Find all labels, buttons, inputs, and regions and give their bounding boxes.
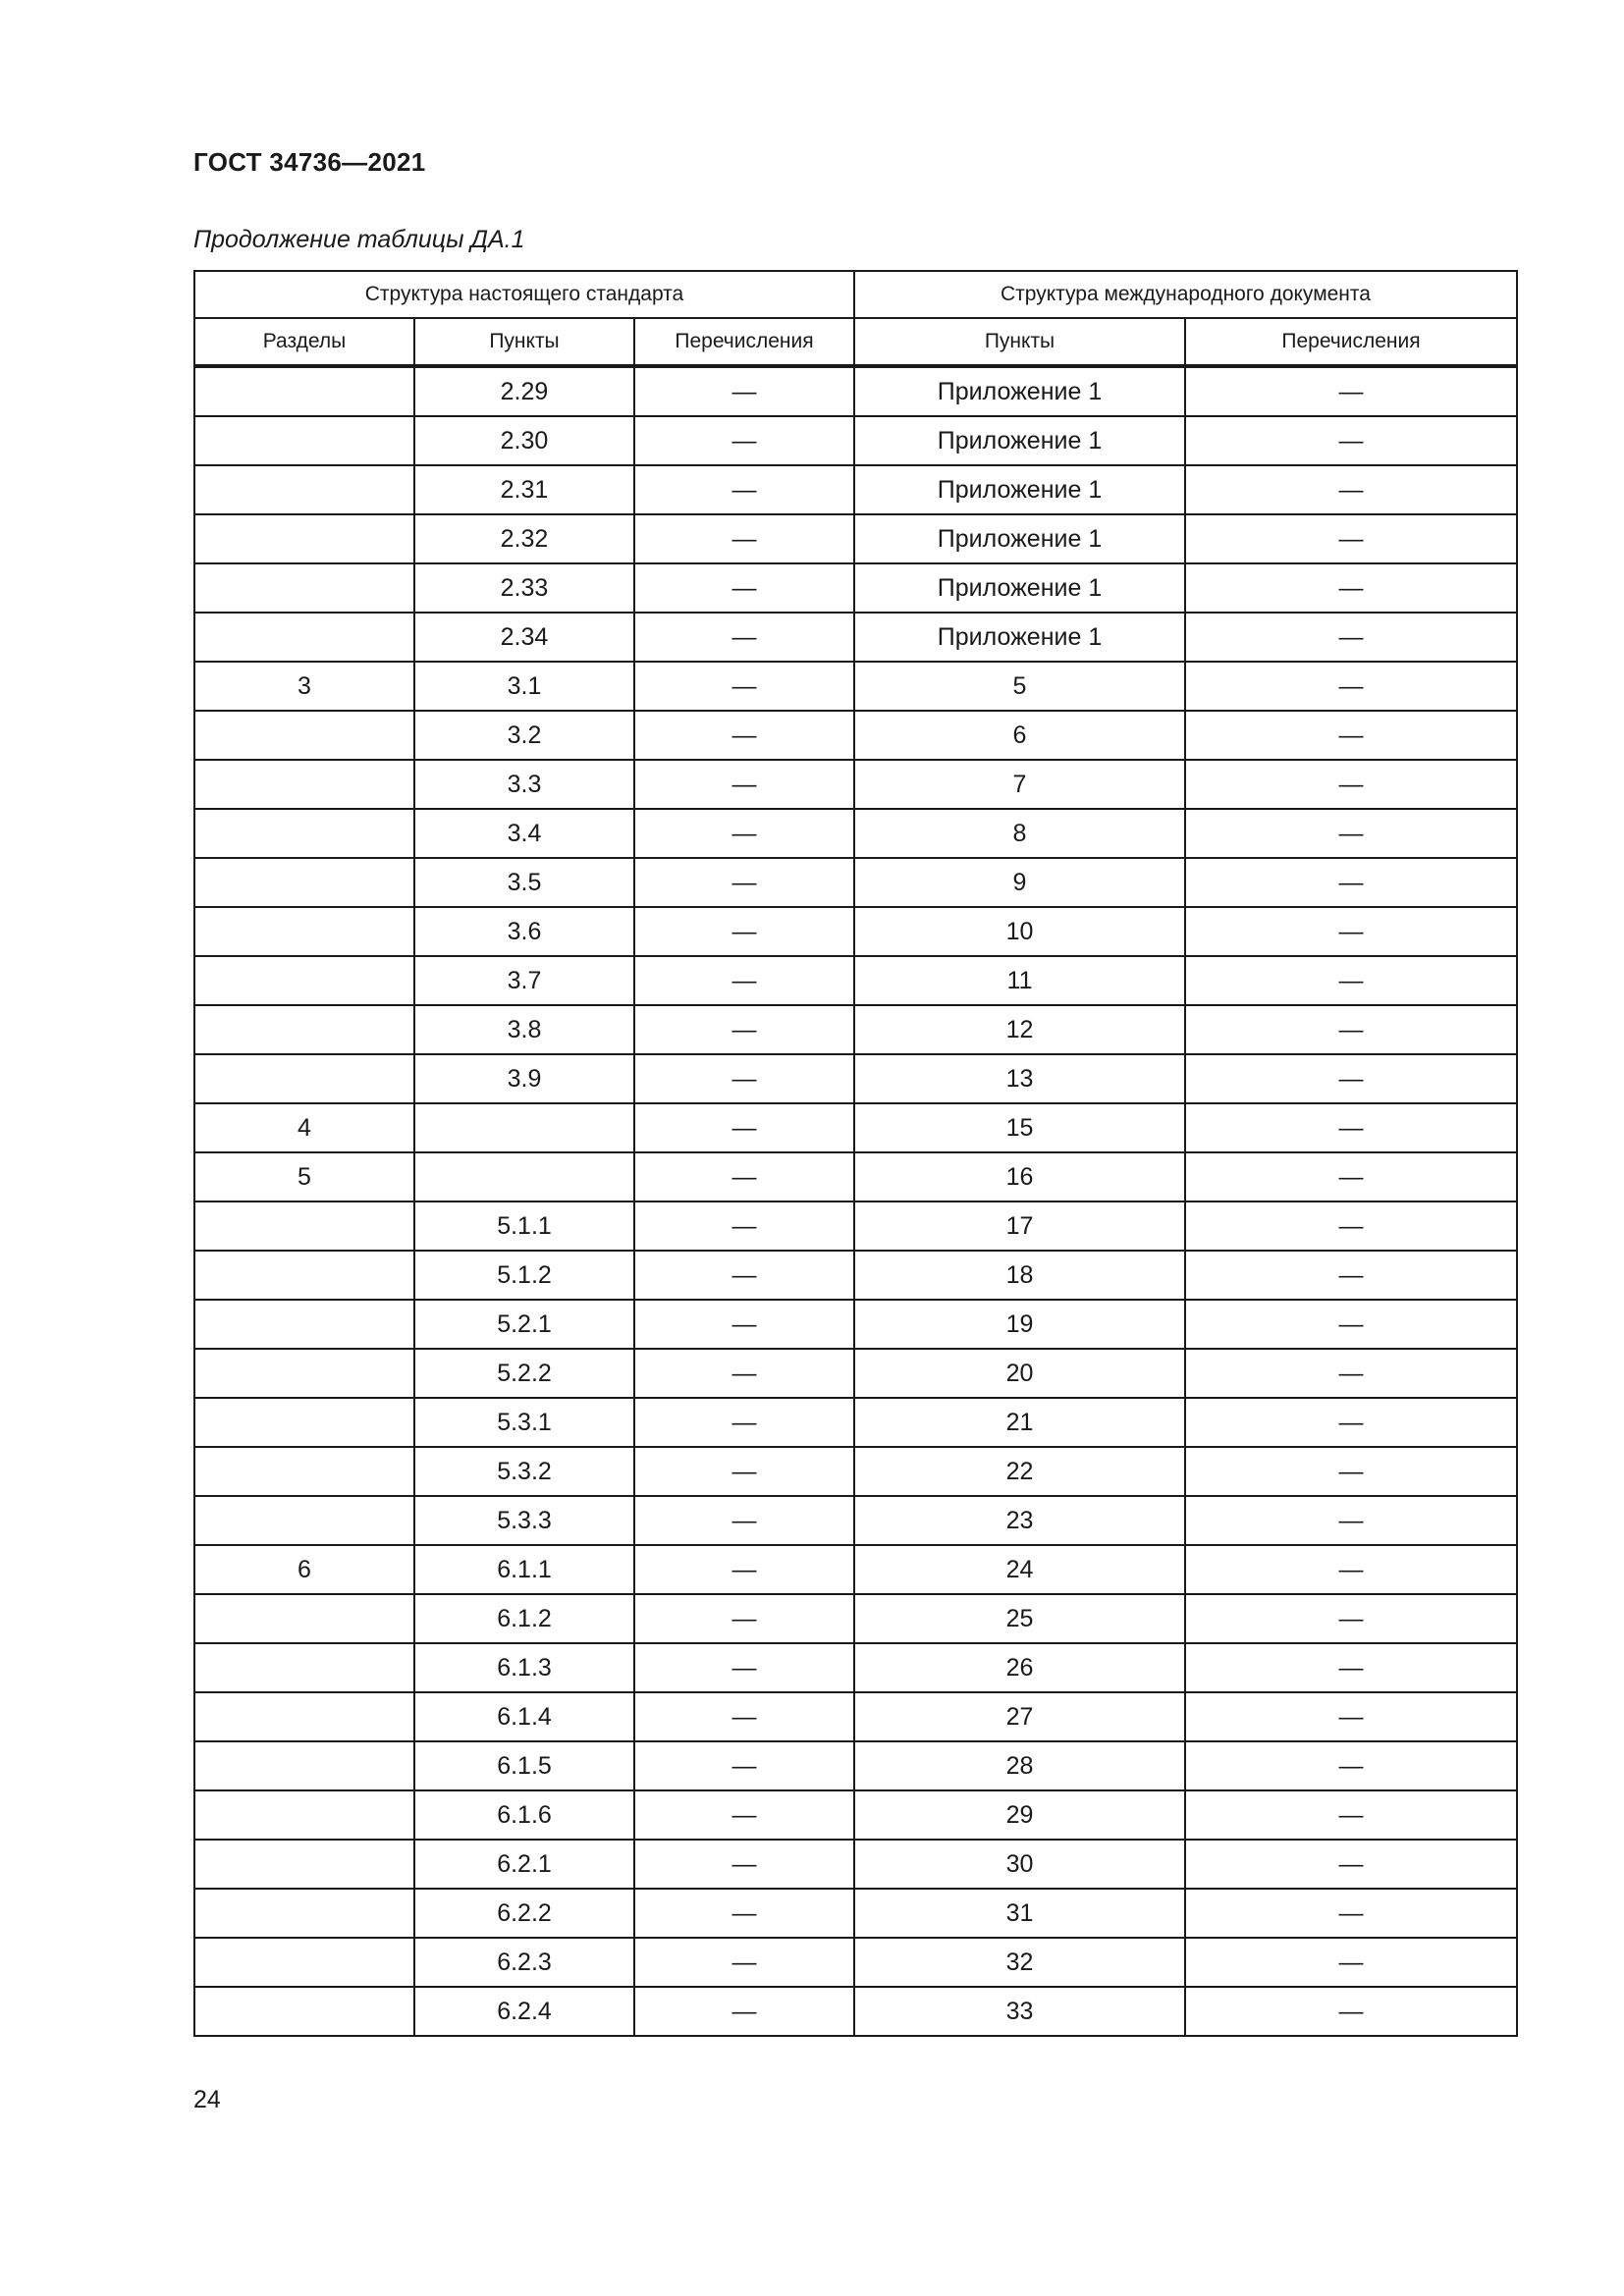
cell-intl-enumeration: — [1185, 1349, 1517, 1398]
sub-header-intl-clauses: Пункты [854, 318, 1185, 366]
cell-clause: 6.1.1 [414, 1545, 634, 1594]
cell-clause: 3.6 [414, 907, 634, 956]
cell-section [194, 1987, 414, 2036]
cell-enumeration: — [634, 1741, 854, 1790]
cell-enumeration: — [634, 1103, 854, 1152]
cell-intl-enumeration: — [1185, 1840, 1517, 1889]
table-row [194, 1594, 1517, 1643]
cell-intl-clause: 29 [854, 1790, 1185, 1840]
table-row [194, 1790, 1517, 1840]
cell-intl-enumeration: — [1185, 1643, 1517, 1692]
cell-section [194, 809, 414, 858]
cell-intl-enumeration: — [1185, 1692, 1517, 1741]
cell-clause: 3.4 [414, 809, 634, 858]
table-row [194, 514, 1517, 563]
cell-enumeration: — [634, 1447, 854, 1496]
cell-enumeration: — [634, 1005, 854, 1054]
sub-header-enumerations: Перечисления [634, 318, 854, 366]
cell-section [194, 1398, 414, 1447]
cell-clause: 2.32 [414, 514, 634, 563]
cell-clause: 6.2.2 [414, 1889, 634, 1938]
cell-enumeration: — [634, 514, 854, 563]
cell-intl-clause: 8 [854, 809, 1185, 858]
table-row [194, 1349, 1517, 1398]
cell-intl-clause: 22 [854, 1447, 1185, 1496]
document-code: ГОСТ 34736—2021 [193, 147, 426, 177]
cell-clause: 3.8 [414, 1005, 634, 1054]
cell-clause: 3.3 [414, 760, 634, 809]
cell-section [194, 1840, 414, 1889]
cell-intl-clause: 6 [854, 711, 1185, 760]
cell-intl-clause: 7 [854, 760, 1185, 809]
cell-intl-clause: Приложение 1 [854, 366, 1185, 416]
cell-clause: 6.1.6 [414, 1790, 634, 1840]
cell-intl-clause: 25 [854, 1594, 1185, 1643]
cell-intl-enumeration: — [1185, 1938, 1517, 1987]
cell-intl-enumeration: — [1185, 1152, 1517, 1201]
table-row [194, 1300, 1517, 1349]
table-body [194, 366, 1517, 2036]
cell-intl-clause: 21 [854, 1398, 1185, 1447]
cell-section [194, 1054, 414, 1103]
cell-section [194, 1300, 414, 1349]
cell-clause: 6.2.4 [414, 1987, 634, 2036]
cell-enumeration: — [634, 563, 854, 613]
sub-header-intl-enumerations: Перечисления [1185, 318, 1517, 366]
cell-clause: 5.2.2 [414, 1349, 634, 1398]
table-row [194, 907, 1517, 956]
table-row [194, 465, 1517, 514]
cell-clause: 5.2.1 [414, 1300, 634, 1349]
cell-clause: 3.1 [414, 662, 634, 711]
cell-clause: 3.5 [414, 858, 634, 907]
cell-clause: 3.7 [414, 956, 634, 1005]
cell-enumeration: — [634, 1594, 854, 1643]
cell-enumeration: — [634, 465, 854, 514]
cell-enumeration: — [634, 1545, 854, 1594]
cell-intl-clause: 18 [854, 1251, 1185, 1300]
table-row [194, 1938, 1517, 1987]
cell-clause: 6.1.3 [414, 1643, 634, 1692]
cell-enumeration: — [634, 711, 854, 760]
cell-clause: 2.30 [414, 416, 634, 465]
cell-intl-clause: 33 [854, 1987, 1185, 2036]
group-header-international-document: Структура международного документа [854, 271, 1517, 318]
cell-enumeration: — [634, 1938, 854, 1987]
cell-intl-enumeration: — [1185, 1496, 1517, 1545]
cell-section [194, 1201, 414, 1251]
table-row [194, 1398, 1517, 1447]
cell-enumeration: — [634, 1840, 854, 1889]
cell-section [194, 613, 414, 662]
table-row [194, 662, 1517, 711]
cell-intl-enumeration: — [1185, 563, 1517, 613]
cell-enumeration: — [634, 1496, 854, 1545]
cell-clause: 6.2.3 [414, 1938, 634, 1987]
cell-intl-clause: 17 [854, 1201, 1185, 1251]
cell-section [194, 1938, 414, 1987]
cell-section [194, 1889, 414, 1938]
cell-enumeration: — [634, 613, 854, 662]
cell-intl-enumeration: — [1185, 1741, 1517, 1790]
cell-section [194, 858, 414, 907]
cell-enumeration: — [634, 1987, 854, 2036]
cell-section [194, 1496, 414, 1545]
table-row [194, 1103, 1517, 1152]
cell-intl-clause: 10 [854, 907, 1185, 956]
table-row [194, 1054, 1517, 1103]
table-row [194, 1496, 1517, 1545]
cell-intl-clause: 13 [854, 1054, 1185, 1103]
cell-intl-clause: 27 [854, 1692, 1185, 1741]
cell-section [194, 1790, 414, 1840]
cell-clause: 5.3.3 [414, 1496, 634, 1545]
cell-intl-clause: 9 [854, 858, 1185, 907]
table-row [194, 1201, 1517, 1251]
table-row [194, 711, 1517, 760]
cell-intl-clause: Приложение 1 [854, 416, 1185, 465]
cell-enumeration: — [634, 858, 854, 907]
table-row [194, 1741, 1517, 1790]
cell-intl-enumeration: — [1185, 907, 1517, 956]
cell-intl-clause: 19 [854, 1300, 1185, 1349]
table-row [194, 1447, 1517, 1496]
cell-section [194, 956, 414, 1005]
cell-clause: 5.3.1 [414, 1398, 634, 1447]
table-row [194, 366, 1517, 416]
cell-clause: 6.1.4 [414, 1692, 634, 1741]
cell-intl-clause: 15 [854, 1103, 1185, 1152]
cell-enumeration: — [634, 366, 854, 416]
table-row [194, 563, 1517, 613]
cell-intl-enumeration: — [1185, 956, 1517, 1005]
table-row [194, 1152, 1517, 1201]
cell-enumeration: — [634, 1300, 854, 1349]
cell-section [194, 366, 414, 416]
cell-enumeration: — [634, 907, 854, 956]
cell-section [194, 711, 414, 760]
cell-intl-clause: 5 [854, 662, 1185, 711]
cell-enumeration: — [634, 1201, 854, 1251]
cell-intl-enumeration: — [1185, 613, 1517, 662]
group-header-this-standard: Структура настоящего стандарта [194, 271, 854, 318]
cell-enumeration: — [634, 1790, 854, 1840]
cell-section [194, 1692, 414, 1741]
cell-enumeration: — [634, 416, 854, 465]
cell-clause: 3.2 [414, 711, 634, 760]
cell-clause: 2.33 [414, 563, 634, 613]
cell-clause: 5.1.2 [414, 1251, 634, 1300]
cell-clause: 5.1.1 [414, 1201, 634, 1251]
table-row [194, 1251, 1517, 1300]
cell-section: 6 [194, 1545, 414, 1594]
cell-intl-enumeration: — [1185, 416, 1517, 465]
cell-section: 4 [194, 1103, 414, 1152]
table-sub-header-row [194, 318, 1517, 366]
cell-intl-enumeration: — [1185, 662, 1517, 711]
cell-intl-clause: Приложение 1 [854, 514, 1185, 563]
cell-clause: 2.34 [414, 613, 634, 662]
cell-intl-enumeration: — [1185, 1201, 1517, 1251]
cell-intl-enumeration: — [1185, 858, 1517, 907]
cell-intl-clause: Приложение 1 [854, 465, 1185, 514]
cell-section [194, 1005, 414, 1054]
sub-header-clauses: Пункты [414, 318, 634, 366]
cell-clause: 2.29 [414, 366, 634, 416]
cell-section [194, 760, 414, 809]
cell-intl-enumeration: — [1185, 1251, 1517, 1300]
cell-intl-enumeration: — [1185, 1300, 1517, 1349]
cell-clause: 6.2.1 [414, 1840, 634, 1889]
cell-intl-enumeration: — [1185, 1987, 1517, 2036]
table-row [194, 416, 1517, 465]
table-row [194, 1889, 1517, 1938]
cell-intl-clause: 26 [854, 1643, 1185, 1692]
cell-intl-enumeration: — [1185, 1103, 1517, 1152]
cell-intl-clause: 31 [854, 1889, 1185, 1938]
cell-intl-enumeration: — [1185, 1545, 1517, 1594]
table-row [194, 1005, 1517, 1054]
cell-intl-enumeration: — [1185, 711, 1517, 760]
cell-enumeration: — [634, 1251, 854, 1300]
table-row [194, 1692, 1517, 1741]
cell-clause: 6.1.5 [414, 1741, 634, 1790]
table-row [194, 760, 1517, 809]
cell-intl-clause: 23 [854, 1496, 1185, 1545]
cell-enumeration: — [634, 1889, 854, 1938]
cell-clause [414, 1103, 634, 1152]
cell-section [194, 1594, 414, 1643]
cell-intl-enumeration: — [1185, 465, 1517, 514]
table-row [194, 809, 1517, 858]
table-caption: Продолжение таблицы ДА.1 [193, 226, 525, 253]
cell-intl-enumeration: — [1185, 809, 1517, 858]
cell-clause: 6.1.2 [414, 1594, 634, 1643]
cell-section [194, 1643, 414, 1692]
cell-intl-clause: 11 [854, 956, 1185, 1005]
cell-section [194, 1447, 414, 1496]
cell-intl-clause: 16 [854, 1152, 1185, 1201]
cell-intl-enumeration: — [1185, 1790, 1517, 1840]
cell-section [194, 1251, 414, 1300]
cell-intl-clause: 20 [854, 1349, 1185, 1398]
cell-intl-clause: 12 [854, 1005, 1185, 1054]
cell-intl-enumeration: — [1185, 1889, 1517, 1938]
cell-section [194, 1741, 414, 1790]
cell-enumeration: — [634, 956, 854, 1005]
table-row [194, 1840, 1517, 1889]
table-row [194, 1545, 1517, 1594]
cell-section [194, 416, 414, 465]
cell-intl-enumeration: — [1185, 1398, 1517, 1447]
cell-intl-clause: Приложение 1 [854, 563, 1185, 613]
table-row [194, 613, 1517, 662]
cell-intl-enumeration: — [1185, 514, 1517, 563]
cell-intl-enumeration: — [1185, 1005, 1517, 1054]
cell-intl-clause: Приложение 1 [854, 613, 1185, 662]
cell-intl-enumeration: — [1185, 1594, 1517, 1643]
cell-section [194, 514, 414, 563]
cell-enumeration: — [634, 1398, 854, 1447]
cell-section [194, 563, 414, 613]
cell-enumeration: — [634, 760, 854, 809]
cell-intl-clause: 32 [854, 1938, 1185, 1987]
cell-enumeration: — [634, 1692, 854, 1741]
cell-section [194, 465, 414, 514]
table-group-header-row [194, 271, 1517, 318]
cell-intl-enumeration: — [1185, 760, 1517, 809]
cell-enumeration: — [634, 1152, 854, 1201]
table-row [194, 1987, 1517, 2036]
cell-clause: 5.3.2 [414, 1447, 634, 1496]
cell-section [194, 1349, 414, 1398]
cell-intl-clause: 30 [854, 1840, 1185, 1889]
structure-comparison-table [193, 270, 1518, 2037]
cell-enumeration: — [634, 1643, 854, 1692]
cell-clause: 2.31 [414, 465, 634, 514]
cell-section: 3 [194, 662, 414, 711]
page-number: 24 [193, 2086, 221, 2113]
table-row [194, 1643, 1517, 1692]
cell-intl-clause: 28 [854, 1741, 1185, 1790]
cell-clause: 3.9 [414, 1054, 634, 1103]
cell-section: 5 [194, 1152, 414, 1201]
cell-clause [414, 1152, 634, 1201]
sub-header-sections: Разделы [194, 318, 414, 366]
table-row [194, 858, 1517, 907]
cell-enumeration: — [634, 1349, 854, 1398]
cell-section [194, 907, 414, 956]
cell-intl-enumeration: — [1185, 1054, 1517, 1103]
cell-enumeration: — [634, 1054, 854, 1103]
cell-intl-clause: 24 [854, 1545, 1185, 1594]
table-row [194, 956, 1517, 1005]
cell-intl-enumeration: — [1185, 1447, 1517, 1496]
cell-intl-enumeration: — [1185, 366, 1517, 416]
cell-enumeration: — [634, 809, 854, 858]
cell-enumeration: — [634, 662, 854, 711]
